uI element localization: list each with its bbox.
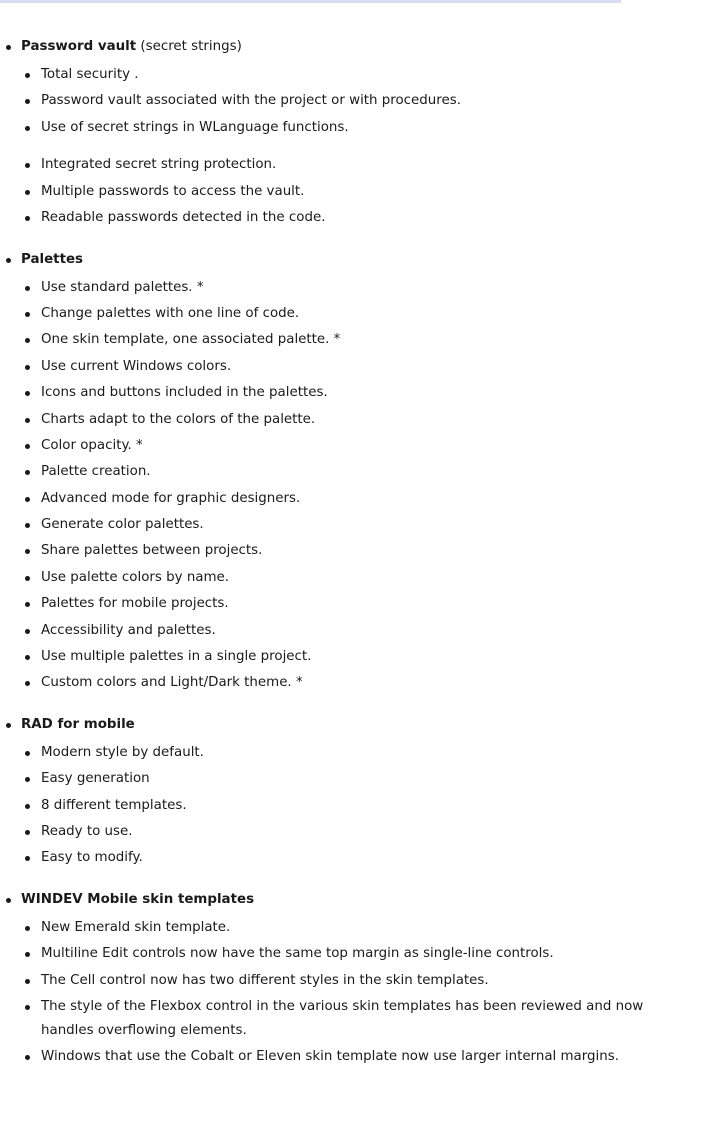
- section-heading: [21, 887, 650, 913]
- list-item: Modern style by default.: [21, 741, 650, 765]
- item-list: [21, 741, 650, 870]
- list-item: Icons and buttons included in the palettes.: [21, 381, 650, 405]
- section-subtitle: (secret strings): [136, 39, 242, 54]
- list-item: Use standard palettes. *: [21, 276, 650, 300]
- section-1: [0, 34, 650, 230]
- list-item: Multiple passwords to access the vault.: [21, 180, 650, 204]
- section-title: Password vault: [21, 39, 137, 54]
- section-list: [0, 34, 650, 1069]
- list-item: Ready to use.: [21, 820, 650, 844]
- list-item: Windows that use the Cobalt or Eleven skin template now use larger internal margins.: [21, 1045, 650, 1069]
- list-item: The Cell control now has two different styles in the skin templates.: [21, 969, 650, 993]
- list-item: Multiline Edit controls now have the same top margin as single-line controls.: [21, 942, 650, 966]
- section-title: Palettes: [21, 251, 84, 267]
- item-list: [21, 63, 650, 139]
- section-heading: [21, 34, 650, 60]
- list-item: Use current Windows colors.: [21, 355, 650, 379]
- list-item: Change palettes with one line of code.: [21, 302, 650, 326]
- list-item: Password vault associated with the project or with procedures.: [21, 89, 650, 113]
- list-item: Easy generation: [21, 767, 650, 791]
- list-item: Charts adapt to the colors of the palette.: [21, 408, 650, 432]
- feature-list: [0, 34, 650, 1071]
- list-item: 8 different templates.: [21, 794, 650, 818]
- list-item: New Emerald skin template.: [21, 916, 650, 940]
- section-title: RAD for mobile: [21, 716, 135, 732]
- list-item: One skin template, one associated palette. *: [21, 328, 650, 352]
- section-title: WINDEV Mobile skin templates: [21, 891, 255, 907]
- list-item: Palettes for mobile projects.: [21, 592, 650, 616]
- list-item: Share palettes between projects.: [21, 539, 650, 563]
- item-list: [21, 153, 650, 229]
- list-item: Color opacity. *: [21, 434, 650, 458]
- list-item: Custom colors and Light/Dark theme. *: [21, 671, 650, 695]
- list-item: Total security .: [21, 63, 650, 87]
- list-item: Use of secret strings in WLanguage functions.: [21, 116, 650, 140]
- list-item: Generate color palettes.: [21, 513, 650, 537]
- item-list: [21, 276, 650, 695]
- list-item: Integrated secret string protection.: [21, 153, 650, 177]
- section-heading: [21, 247, 650, 273]
- section-3: [0, 712, 650, 870]
- item-list: [21, 916, 650, 1069]
- list-item: Easy to modify.: [21, 846, 650, 870]
- section-4: [0, 887, 650, 1069]
- list-item: Use palette colors by name.: [21, 566, 650, 590]
- section-heading: [21, 712, 650, 738]
- list-item: Palette creation.: [21, 460, 650, 484]
- list-item: The style of the Flexbox control in the various skin templates has been reviewed and now handles overflowing elements.: [21, 995, 650, 1042]
- top-divider: [0, 0, 621, 3]
- list-item: Use multiple palettes in a single project.: [21, 645, 650, 669]
- list-item: Accessibility and palettes.: [21, 619, 650, 643]
- list-item: Advanced mode for graphic designers.: [21, 487, 650, 511]
- list-item: Readable passwords detected in the code.: [21, 206, 650, 230]
- section-2: [0, 247, 650, 695]
